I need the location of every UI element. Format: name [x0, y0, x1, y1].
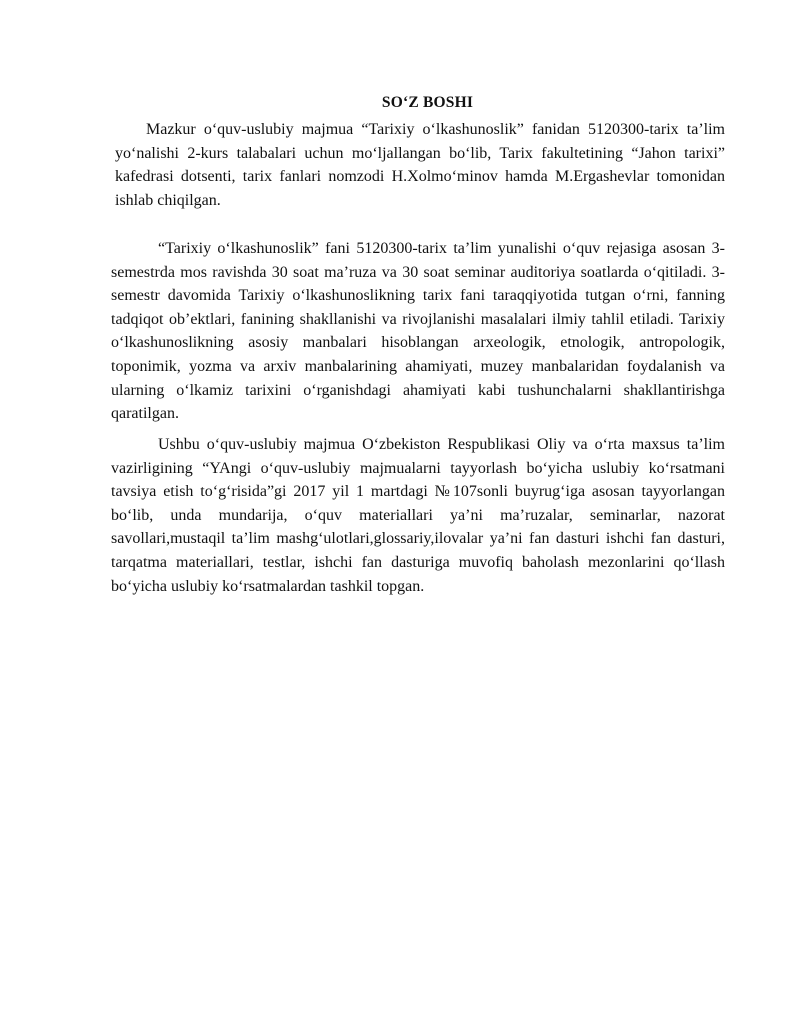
paragraph-course-description: “Tarixiy o‘lkashunoslik” fani 5120300-tarix ta’lim yunalishi o‘quv rejasiga asosan 3-semestrda mos ravishda 30 soat ma’ruza va 30 soat seminar auditoriya soatlarda o‘qitiladi. 3-semestr davomida Tarixiy o‘lkashunoslikning tarix fani taraqqiyotida tutgan o‘rni, fanning tadqiqot ob’ektlari, fanining shakllanishi va rivojlanishi masalalari ilmiy tahlil etiladi. Tarixiy o‘lkashunoslikning asosiy manbalari hisoblangan arxeologik, etnologik, antropologik, toponimik, yozma va arxiv manbalarining ahamiyati, muzey manbalaridan foydalanish va ularning o‘lkamiz tarixini o‘rganishdagi ahamiyati kabi tushunchalarni shakllantirishga qaratilgan.	[111, 240, 725, 423]
paragraph-complex-contents: Ushbu o‘quv-uslubiy majmua O‘zbekiston Respublikasi Oliy va o‘rta maxsus ta’lim vazirligining “YAngi o‘quv-uslubiy majmualarni tayyorlash bo‘yicha uslubiy ko‘rsatmani tavsiya etish to‘g‘risida”gi 2017 yil 1 martdagi №107sonli buyrug‘iga asosan tayyorlangan bo‘lib, unda mundarija, o‘quv materiallari ya’ni ma’ruzalar, seminarlar, nazorat savollari,mustaqil ta’lim mashg‘ulotlari,glossariy,ilovalar ya’ni fan dasturi ishchi fan dasturi, tarqatma materiallari, testlar, ishchi fan dasturiga muvofiq baholash mezonlarini qo‘llash bo‘yicha uslubiy ko‘rsatmalardan tashkil topgan.	[111, 436, 725, 595]
paragraph-intro: Mazkur o‘quv-uslubiy majmua “Tarixiy o‘lkashunoslik” fanidan 5120300-tarix ta’lim yo‘nalishi 2-kurs talabalari uchun mo‘ljallangan bo‘lib, Tarix fakultetining “Jahon tarixi” kafedrasi dotsenti, tarix fanlari nomzodi H.Xolmo‘minov hamda M.Ergashevlar tomonidan ishlab chiqilgan.	[115, 121, 725, 209]
page-title: SO‘Z BOSHI	[381, 94, 474, 111]
